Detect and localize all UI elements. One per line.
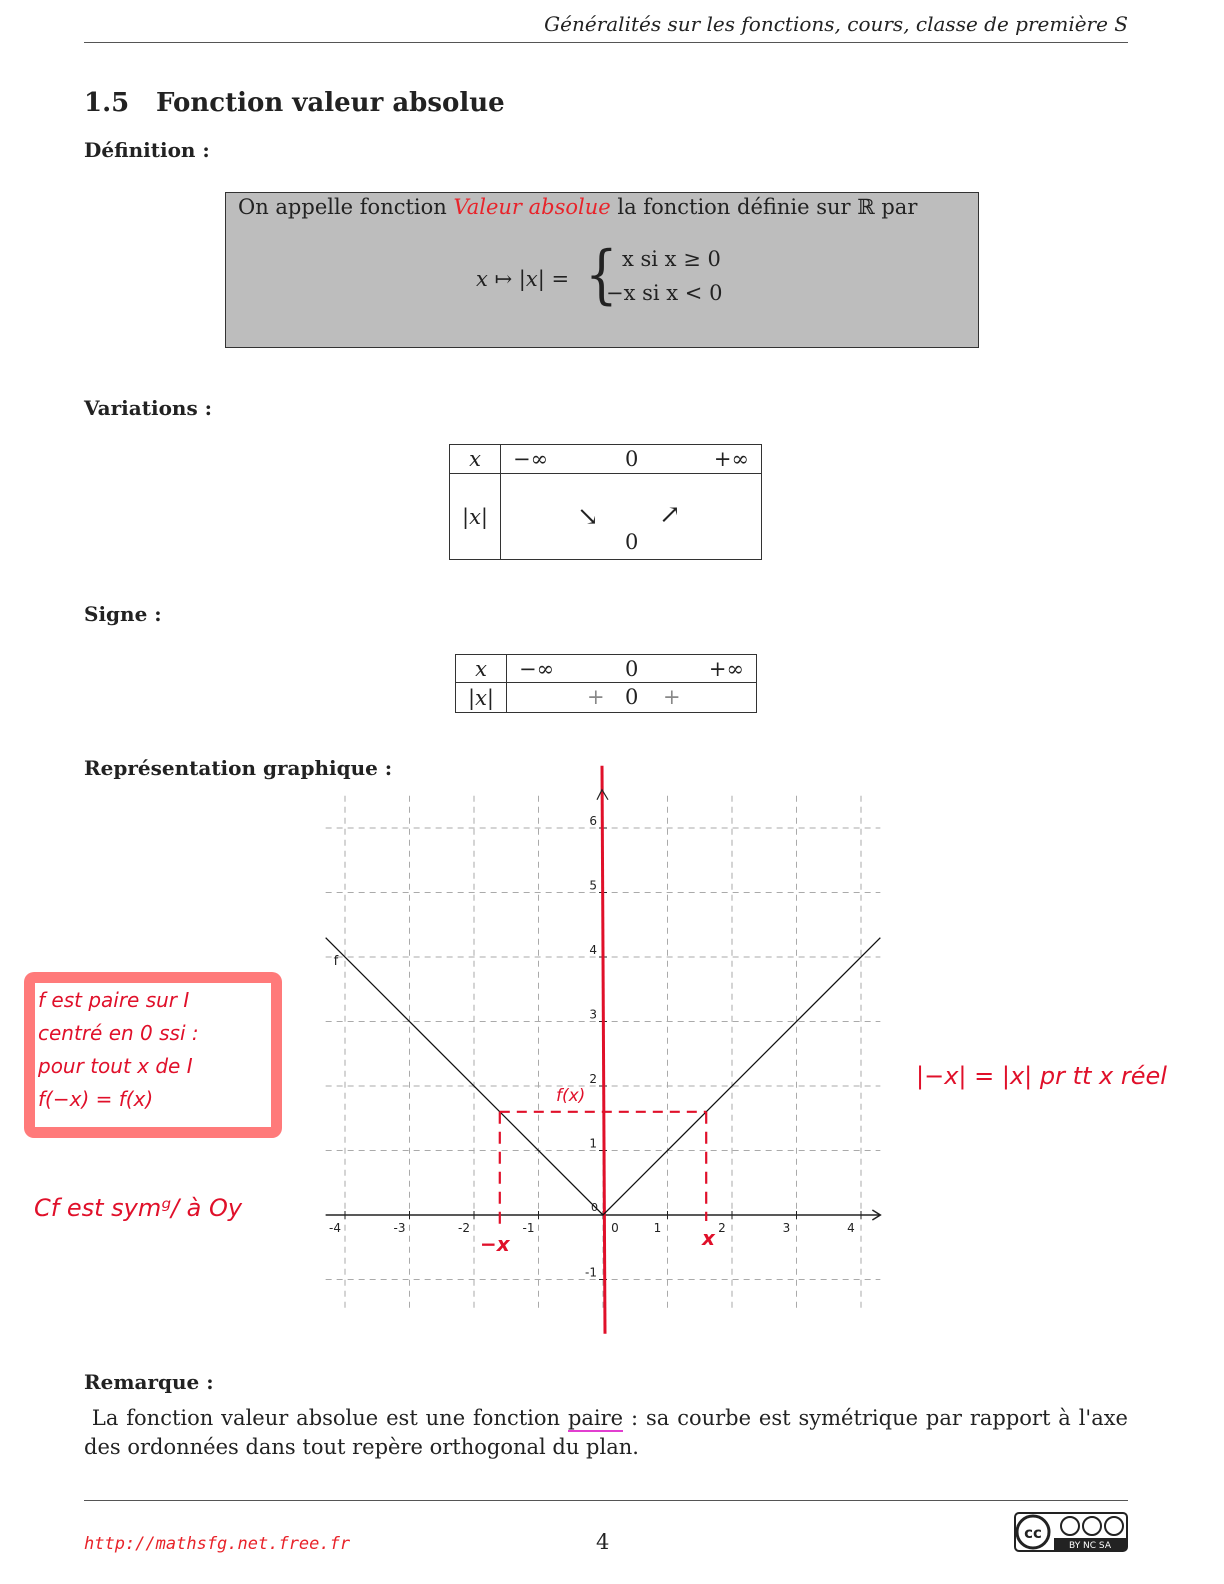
- remark-text: [84, 1404, 1128, 1462]
- handwritten-line-4: f(−x) = f(x): [38, 1087, 154, 1111]
- svg-text:cc: cc: [1024, 1524, 1042, 1542]
- y-tick-label: 3: [589, 1007, 597, 1022]
- y-axis-line: [602, 766, 605, 1334]
- sign-x-plus-inf: +∞: [708, 657, 744, 681]
- handwritten-right-note: |−x| = |x| pr tt x réel: [916, 1062, 1167, 1090]
- section-heading: Fonction valeur absolue: [156, 88, 505, 118]
- sign-x-minus-inf: −∞: [519, 657, 555, 681]
- x-tick-label: 3: [782, 1221, 791, 1235]
- handwritten-minus-x-label: −x: [480, 1232, 510, 1256]
- definition-heading: Définition :: [84, 138, 210, 162]
- y-tick-label: 6: [589, 814, 597, 828]
- graph-heading: Représentation graphique :: [84, 756, 393, 780]
- variations-heading: Variations :: [84, 396, 213, 420]
- decreasing-arrow: ↘: [577, 502, 599, 532]
- footer-rule: [84, 1500, 1128, 1501]
- x-tick-label: -3: [393, 1221, 406, 1235]
- definition-highlight: Valeur absolue: [453, 195, 611, 219]
- variation-x-zero: 0: [625, 447, 639, 471]
- x-tick-label: 1: [653, 1221, 662, 1235]
- sign-zero: 0: [625, 685, 639, 709]
- handwritten-symmetry-note: Cf est symᵍ/ à Oy: [34, 1194, 243, 1222]
- curve-label: f: [333, 954, 339, 969]
- handwritten-line-3: pour tout x de I: [38, 1054, 193, 1078]
- sign-f-label: |x|: [456, 683, 507, 713]
- handwritten-line-2: centré en 0 ssi :: [38, 1021, 199, 1045]
- sign-x-zero: 0: [625, 657, 639, 681]
- remark-text-after: : sa courbe est symétrique par rapport à l'axe des ordonnées dans tout repère orthogonal du plan.: [84, 1406, 1128, 1459]
- y-tick-label: 1: [589, 1136, 597, 1151]
- variation-f-label: |x|: [450, 474, 501, 560]
- increasing-arrow: ↗: [659, 500, 681, 530]
- definition-text-after: la fonction définie sur ℝ par: [617, 195, 918, 219]
- sign-plus-left: +: [587, 685, 605, 709]
- formula-brace: {: [585, 238, 618, 312]
- graph-tick-labels: [329, 814, 855, 1280]
- handwritten-definition-text: [38, 984, 199, 1116]
- y-tick-label: 5: [589, 878, 597, 893]
- sign-heading: Signe :: [84, 602, 162, 626]
- footer-url-link[interactable]: http://mathsfg.net.free.fr: [84, 1534, 351, 1554]
- x-tick-label: -2: [458, 1221, 470, 1235]
- page-number: 4: [596, 1530, 610, 1554]
- variation-x-plus-inf: +∞: [713, 447, 749, 471]
- cc-license-label: BY NC SA: [1069, 1541, 1111, 1551]
- y-tick-label: 2: [589, 1072, 597, 1086]
- definition-text-before: On appelle fonction: [238, 195, 447, 219]
- x-tick-label: 4: [847, 1221, 855, 1235]
- x-tick-label: 2: [718, 1221, 726, 1235]
- handwritten-line-1: f est paire sur I: [38, 988, 190, 1012]
- formula-lhs: x ↦ |x| =: [476, 267, 570, 291]
- variation-minimum: 0: [625, 530, 639, 554]
- running-title: Généralités sur les fonctions, cours, classe de première S: [544, 12, 1128, 36]
- x-tick-label: 0: [611, 1221, 619, 1235]
- cc-license-icon: [1014, 1512, 1128, 1552]
- section-number: 1.5: [84, 88, 130, 118]
- remark-underlined-word: paire: [567, 1406, 624, 1430]
- handwritten-fx-label: f(x): [556, 1086, 586, 1106]
- variation-x-label: x: [450, 445, 501, 474]
- cc-license-badge: [1014, 1512, 1128, 1552]
- remark-heading: Remarque :: [84, 1370, 214, 1394]
- origin-y-label: 0: [591, 1201, 598, 1214]
- y-tick-label: 4: [589, 943, 597, 957]
- variation-x-minus-inf: −∞: [513, 447, 549, 471]
- remark-text-before: La fonction valeur absolue est une fonction: [91, 1406, 561, 1430]
- x-tick-label: -4: [329, 1221, 341, 1235]
- formula-case-positive: x si x ≥ 0: [622, 247, 721, 271]
- handwritten-x-label: x: [702, 1226, 715, 1250]
- y-tick-label: -1: [585, 1265, 597, 1280]
- x-tick-label: -1: [522, 1221, 535, 1235]
- sign-plus-right: +: [663, 685, 681, 709]
- sign-x-label: x: [456, 655, 507, 683]
- formula-case-negative: −x si x < 0: [606, 281, 723, 305]
